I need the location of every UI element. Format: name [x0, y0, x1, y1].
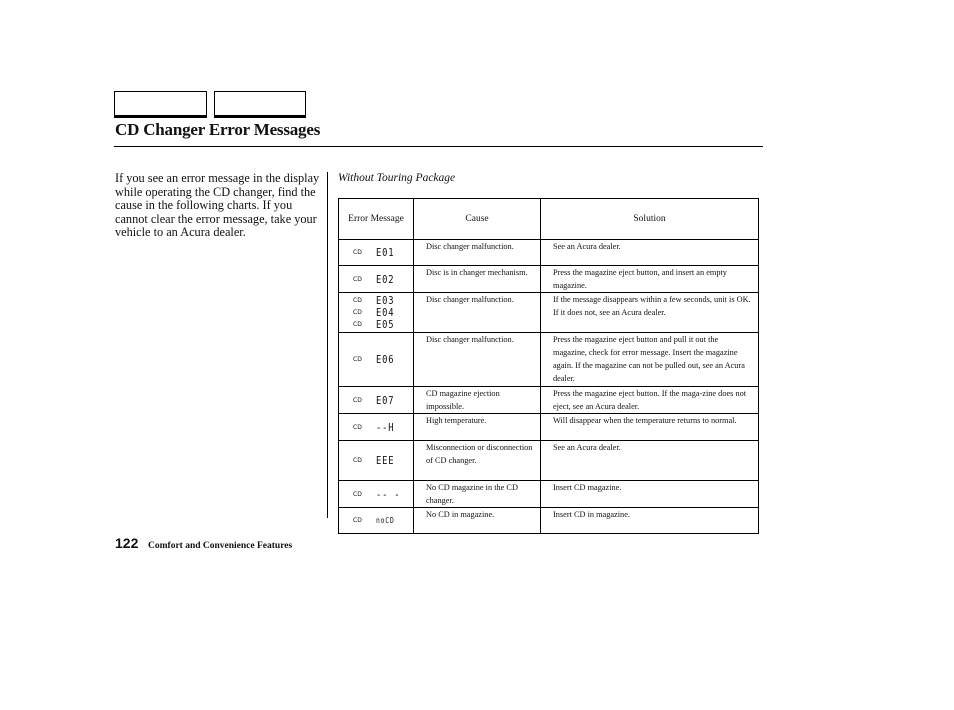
solution-cell: If the message disappears within a few seconds, unit is OK. If it does not, see an Acura dealer. — [541, 293, 759, 333]
error-code-cell — [339, 266, 414, 293]
error-code-cell — [339, 441, 414, 481]
cause-cell: High temperature. — [414, 414, 541, 441]
error-code: E04 — [376, 306, 395, 319]
error-display — [353, 247, 413, 259]
cd-label: CD — [353, 490, 362, 498]
cause-cell: CD magazine ejection impossible. — [414, 387, 541, 414]
cause-cell: Disc changer malfunction. — [414, 293, 541, 333]
cd-label: CD — [353, 321, 362, 328]
cd-label: CD — [353, 396, 362, 404]
table-row — [339, 333, 759, 387]
table-row — [339, 414, 759, 441]
error-code-cell — [339, 293, 414, 333]
cause-cell: Disc changer malfunction. — [414, 333, 541, 387]
solution-cell: Insert CD in magazine. — [541, 508, 759, 534]
error-display — [353, 273, 413, 285]
table-header-row — [339, 199, 759, 240]
page-title: CD Changer Error Messages — [115, 120, 321, 139]
error-display — [353, 455, 413, 467]
error-code-cell — [339, 481, 414, 508]
nav-tab-2 — [214, 91, 306, 116]
solution-cell: Insert CD magazine. — [541, 481, 759, 508]
section-footer: Comfort and Convenience Features — [148, 541, 293, 551]
error-display — [353, 394, 413, 406]
error-display — [353, 295, 413, 307]
cd-label: CD — [353, 275, 362, 283]
title-rule — [114, 146, 763, 147]
error-code-cell — [339, 387, 414, 414]
solution-cell: See an Acura dealer. — [541, 240, 759, 266]
error-display — [353, 515, 413, 527]
cause-cell: No CD in magazine. — [414, 508, 541, 534]
error-code: noCD — [376, 516, 395, 525]
error-display — [353, 421, 413, 433]
cd-label: CD — [353, 517, 362, 524]
solution-cell: Will disappear when the temperature returns to normal. — [541, 414, 759, 441]
cd-label: CD — [353, 356, 362, 363]
error-display — [353, 354, 413, 366]
nav-tab-1 — [114, 91, 207, 116]
error-code-cell — [339, 240, 414, 266]
cd-label: CD — [353, 457, 362, 464]
error-code-cell — [339, 508, 414, 534]
error-code-cell — [339, 414, 414, 441]
error-code: --H — [376, 420, 395, 434]
error-code: E03 — [376, 294, 395, 307]
solution-cell: Press the magazine eject button. If the maga-zine does not eject, see an Acura dealer. — [541, 387, 759, 414]
cd-label: CD — [353, 309, 362, 316]
cause-cell: Disc is in changer mechanism. — [414, 266, 541, 293]
error-code: E06 — [376, 353, 395, 366]
error-display — [353, 319, 413, 331]
cause-cell: No CD magazine in the CD changer. — [414, 481, 541, 508]
error-code: E05 — [376, 318, 395, 331]
cd-label: CD — [353, 297, 362, 304]
column-divider — [327, 172, 328, 518]
table-row — [339, 293, 759, 333]
solution-cell: See an Acura dealer. — [541, 441, 759, 481]
cd-label: CD — [353, 423, 362, 431]
error-code-cell — [339, 333, 414, 387]
error-code: -- - — [376, 487, 401, 501]
table-row — [339, 240, 759, 266]
table-row — [339, 508, 759, 534]
intro-paragraph: If you see an error message in the display while operating the CD changer, find the cause in the following charts. If you cannot clear the error message, take your vehicle to an Acura dealer. — [115, 171, 320, 239]
header-cause: Cause — [414, 199, 541, 240]
page-number: 122 — [115, 535, 139, 551]
table-row — [339, 266, 759, 293]
error-display — [353, 488, 413, 500]
header-solution: Solution — [541, 199, 759, 240]
solution-cell: Press the magazine eject button and pull it out the magazine, check for error message. Insert the magazine again. If the magazine can not be pulled out, see an Acura dealer. — [541, 333, 759, 387]
error-code: E02 — [376, 272, 395, 286]
error-code: E01 — [376, 246, 395, 259]
table-row — [339, 387, 759, 414]
table-row — [339, 441, 759, 481]
error-code: E07 — [376, 393, 395, 407]
error-table — [338, 198, 759, 534]
cause-cell: Disc changer malfunction. — [414, 240, 541, 266]
error-display — [353, 307, 413, 319]
cause-cell: Misconnection or disconnection of CD changer. — [414, 441, 541, 481]
table-subheading: Without Touring Package — [338, 172, 456, 184]
solution-cell: Press the magazine eject button, and insert an empty magazine. — [541, 266, 759, 293]
table-row — [339, 481, 759, 508]
error-code: EEE — [376, 454, 395, 467]
header-error-message: Error Message — [339, 199, 414, 240]
cd-label: CD — [353, 249, 362, 256]
